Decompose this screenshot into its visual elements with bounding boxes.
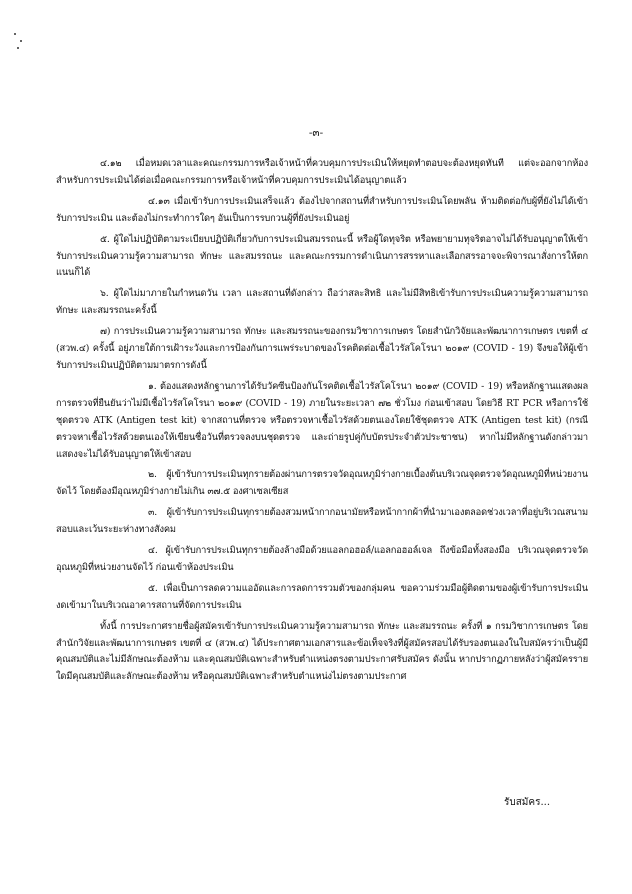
covid-measure-4: ๔. ผู้เข้ารับการประเมินทุกรายต้องล้างมือด้วยแอลกอฮอล์/แอลกอฮอล์เจล ถึงข้อมือทั้งสองมือ บริเวณจุดตรวจวัดอุณหภูมิที่หน่วยงานจัดไว้ ก่อนเข้าห้องประเมิน — [56, 545, 588, 573]
covid-measure-3: ๓. ผู้เข้ารับการประเมินทุกรายต้องสวมหน้ากากอนามัยหรือหน้ากากผ้าที่นำมาเองตลอดช่วงเวลาที่อยู่บริเวณสนามสอบและเว้นระยะห่างทางสังคม — [56, 507, 588, 536]
margin-mark — [20, 40, 22, 42]
covid-measure-5: ๕. เพื่อเป็นการลดความแออัดและการลดการรวมตัวของกลุ่มคน ขอความร่วมมือผู้ติดตามของผู้เข้ารับการประเมินงดเข้ามาในบริเวณอาคารสถานที่จัดการประเมิน — [56, 582, 588, 611]
paragraph-6: ๖. ผู้ใดไม่มาภายในกำหนดวัน เวลา และสถานที่ดังกล่าว ถือว่าสละสิทธิ และไม่มีสิทธิเข้ารับการประเมินความรู้ความสามารถ ทักษะ และสมรรถนะครั้งนี้ — [56, 288, 588, 317]
page-number: -๓- — [308, 127, 324, 139]
covid-measure-1: ๑. ต้องแสดงหลักฐานการได้รับวัคซีนป้องกันโรคติดเชื้อไวรัสโคโรนา ๒๐๑๙ (COVID - 19) หรือหลักฐานแสดงผลการตรวจที่ยืนยันว่าไม่มีเชื้อไวรัสโคโรนา ๒๐๑๙ (COVID - 19) ภายในระยะเวลา ๗๒ ชั่วโมง ก่อนเข้าสอบ โดยวิธี RT PCR หรือการใช้ชุดตรวจ ATK (Antigen test kit) จากสถานที่ตรวจ หรือตรวจหาเชื้อไวรัสด้วยตนเองโดยใช้ชุดตรวจ ATK (Antigen test kit) (กรณีตรวจหาเชื้อไวรัสด้วยตนเองให้เขียนชื่อวันที่ตรวจลงบนชุดตรวจ และถ่ายรูปคู่กับบัตรประจำตัวประชาชน) หากไม่มีหลักฐานดังกล่าวมาแสดงจะไม่ได้รับอนุญาตให้เข้าสอบ — [56, 380, 588, 460]
margin-mark — [17, 47, 19, 49]
body-text — [56, 156, 588, 690]
paragraph-4-12: ๔.๑๒ เมื่อหมดเวลาและคณะกรรมการหรือเจ้าหน้าที่ควบคุมการประเมินให้หยุดทำตอบจะต้องหยุดทันที แต่จะออกจากห้องสำหรับการประเมินได้ต่อเมื่อคณะกรรมการหรือเจ้าหน้าที่ควบคุมการประเมินได้อนุญาตแล้ว — [56, 158, 588, 186]
paragraph-announcement: ทั้งนี้ การประกาศรายชื่อผู้สมัครเข้ารับการประเมินความรู้ความสามารถ ทักษะ และสมรรถนะ ครั้งที่ ๑ กรมวิชาการเกษตร โดยสำนักวิจัยและพัฒนาการเกษตร เขตที่ ๔ (สวพ.๔) ได้ประกาศตามเอกสารและข้อเท็จจริงที่ผู้สมัครสอบได้รับรองตนเองในใบสมัครว่าเป็นผู้มีคุณสมบัติและไม่มีลักษณะต้องห้าม และคุณสมบัติเฉพาะสำหรับตำแหน่งตรงตามประกาศรับสมัคร ดังนั้น หากปรากฏภายหลังว่าผู้สมัครรายใดมีคุณสมบัติและลักษณะต้องห้าม หรือคุณสมบัติเฉพาะสำหรับตำแหน่งไม่ตรงตามประกาศ — [56, 620, 588, 683]
margin-mark — [14, 33, 16, 35]
paragraph-4-13: ๔.๑๓ เมื่อเข้ารับการประเมินเสร็จแล้ว ต้องไปจากสถานที่สำหรับการประเมินโดยพลัน ห้ามติดต่อกับผู้ที่ยังไม่ได้เข้ารับการประเมิน และต้องไม่กระทำการใดๆ อันเป็นการรบกวนผู้ที่ยังประเมินอยู่ — [56, 195, 588, 224]
paragraph-5: ๕. ผู้ใดไม่ปฏิบัติตามระเบียบปฏิบัติเกี่ยวกับการประเมินสมรรถนะนี้ หรือผู้ใดทุจริต หรือพยายามทุจริตอาจไม่ได้รับอนุญาตให้เข้ารับการประเมินความรู้ความสามารถ ทักษะ และสมรรถนะ และคณะกรรมการดำเนินการสรรหาและเลือกสรรอาจจะพิจารณาสั่งการให้ตกแนนก็ได้ — [56, 233, 588, 279]
continuation-text: รับสมัคร... — [503, 797, 550, 808]
paragraph-covid-intro: ๗) การประเมินความรู้ความสามารถ ทักษะ และสมรรถนะของกรมวิชาการเกษตร โดยสำนักวิจัยและพัฒนาการเกษตร เขตที่ ๔ (สวพ.๔) ครั้งนี้ อยู่ภายใต้การเฝ้าระวังและการป้องกันการแพร่ระบาดของโรคติดต่อเชื้อไวรัสโคโรนา ๒๐๑๙ (COVID - 19) จึงขอให้ผู้เข้ารับการประเมินปฏิบัติตามมาตรการดังนี้ — [56, 326, 588, 371]
covid-measure-2: ๒. ผู้เข้ารับการประเมินทุกรายต้องผ่านการตรวจวัดอุณหภูมิร่างกายเบื้องต้นบริเวณจุดตรวจวัดอุณหภูมิที่หน่วยงานจัดไว้ โดยต้องมีอุณหภูมิร่างกายไม่เกิน ๓๗.๕ องศาเซลเซียส — [56, 469, 588, 498]
